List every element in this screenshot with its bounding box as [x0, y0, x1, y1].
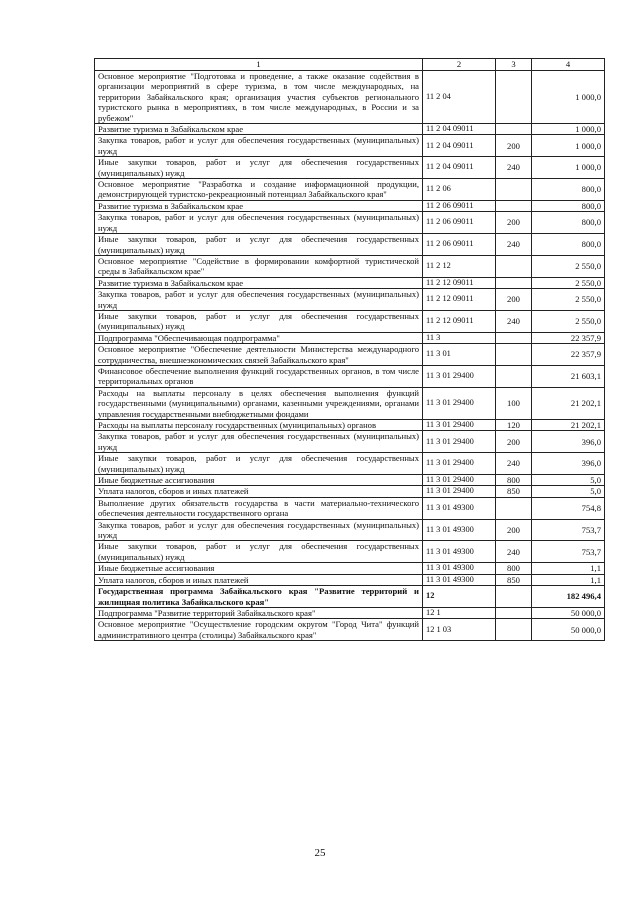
row-description: Подпрограмма "Развитие территорий Забайкальского края" [95, 607, 423, 618]
row-expense-type [496, 586, 532, 608]
row-amount: 1 000,0 [532, 135, 605, 157]
budget-table [94, 58, 605, 641]
row-code: 11 3 01 49300 [423, 563, 496, 574]
table-row [95, 179, 605, 201]
row-code: 11 3 01 29400 [423, 431, 496, 453]
row-expense-type [496, 255, 532, 277]
row-code: 11 2 12 [423, 255, 496, 277]
header-col-1: 1 [95, 59, 423, 71]
table-row [95, 135, 605, 157]
row-expense-type: 200 [496, 289, 532, 311]
row-expense-type: 850 [496, 486, 532, 497]
row-amount: 396,0 [532, 453, 605, 475]
row-description: Расходы на выплаты персоналу государственных (муниципальных) органов [95, 420, 423, 431]
row-code: 11 2 04 09011 [423, 124, 496, 135]
table-row [95, 563, 605, 574]
table-row [95, 586, 605, 608]
row-amount: 5,0 [532, 486, 605, 497]
row-code: 11 3 01 [423, 344, 496, 366]
row-code: 11 2 12 09011 [423, 289, 496, 311]
row-amount: 754,8 [532, 497, 605, 519]
table-row [95, 71, 605, 124]
table-row [95, 607, 605, 618]
row-expense-type [496, 365, 532, 387]
row-amount: 753,7 [532, 541, 605, 563]
table-row [95, 387, 605, 419]
row-description: Закупка товаров, работ и услуг для обеспечения государственных (муниципальных) нужд [95, 212, 423, 234]
row-description: Основное мероприятие "Подготовка и проведение, а также оказание содействия в организации мероприятий в сфере туризма, в том числе международных, на территории Забайкальского края; организация участия субъектов регионального туристского рынка в мероприятиях, в том числе международных, в России и за рубежом" [95, 71, 423, 124]
table-row [95, 124, 605, 135]
row-amount: 182 496,4 [532, 586, 605, 608]
table-row [95, 574, 605, 585]
row-description: Уплата налогов, сборов и иных платежей [95, 574, 423, 585]
row-description: Развитие туризма в Забайкальском крае [95, 277, 423, 288]
row-code: 11 2 04 [423, 71, 496, 124]
row-amount: 2 550,0 [532, 255, 605, 277]
row-code: 11 3 01 49300 [423, 541, 496, 563]
row-code: 12 [423, 586, 496, 608]
table-row [95, 519, 605, 541]
row-amount: 800,0 [532, 212, 605, 234]
row-description: Расходы на выплаты персоналу в целях обеспечения выполнения функций государственными (муниципальными) органами, казенными учреждениями, органами управления государственными внебюджетными фондами [95, 387, 423, 419]
table-row [95, 365, 605, 387]
row-expense-type [496, 179, 532, 201]
table-row [95, 157, 605, 179]
table-row [95, 289, 605, 311]
row-description: Основное мероприятие "Содействие в формировании комфортной туристической среды в Забайкальском крае" [95, 255, 423, 277]
table-row [95, 497, 605, 519]
row-expense-type [496, 607, 532, 618]
row-description: Закупка товаров, работ и услуг для обеспечения государственных (муниципальных) нужд [95, 289, 423, 311]
row-code: 11 3 01 29400 [423, 387, 496, 419]
table-row [95, 344, 605, 366]
row-expense-type [496, 332, 532, 343]
table-row [95, 277, 605, 288]
row-amount: 50 000,0 [532, 607, 605, 618]
row-expense-type: 240 [496, 157, 532, 179]
row-amount: 2 550,0 [532, 289, 605, 311]
table-row [95, 431, 605, 453]
row-amount: 5,0 [532, 475, 605, 486]
row-code: 11 2 06 09011 [423, 212, 496, 234]
row-description: Финансовое обеспечение выполнения функций государственных органов, в том числе территориальных органов [95, 365, 423, 387]
row-expense-type: 200 [496, 431, 532, 453]
row-amount: 2 550,0 [532, 310, 605, 332]
row-amount: 800,0 [532, 179, 605, 201]
table-row [95, 541, 605, 563]
header-col-4: 4 [532, 59, 605, 71]
row-amount: 21 202,1 [532, 420, 605, 431]
row-amount: 753,7 [532, 519, 605, 541]
row-description: Иные закупки товаров, работ и услуг для обеспечения государственных (муниципальных) нужд [95, 234, 423, 256]
row-code: 12 1 [423, 607, 496, 618]
row-description: Закупка товаров, работ и услуг для обеспечения государственных (муниципальных) нужд [95, 519, 423, 541]
row-code: 12 1 03 [423, 619, 496, 641]
row-code: 11 3 01 29400 [423, 486, 496, 497]
row-code: 11 2 12 09011 [423, 310, 496, 332]
row-expense-type [496, 200, 532, 211]
row-amount: 1,1 [532, 563, 605, 574]
table-header-row [95, 59, 605, 71]
row-expense-type [496, 71, 532, 124]
row-code: 11 3 01 29400 [423, 475, 496, 486]
row-code: 11 3 01 29400 [423, 365, 496, 387]
row-expense-type [496, 124, 532, 135]
table-row [95, 475, 605, 486]
row-amount: 800,0 [532, 200, 605, 211]
row-amount: 1 000,0 [532, 157, 605, 179]
table-body [95, 71, 605, 641]
row-code: 11 3 01 49300 [423, 574, 496, 585]
table-row [95, 234, 605, 256]
row-description: Основное мероприятие "Обеспечение деятельности Министерства международного сотрудничества, внешнеэкономических связей Забайкальского края" [95, 344, 423, 366]
row-code: 11 3 01 49300 [423, 497, 496, 519]
row-expense-type: 200 [496, 135, 532, 157]
row-code: 11 2 06 09011 [423, 200, 496, 211]
row-expense-type: 800 [496, 563, 532, 574]
row-description: Государственная программа Забайкальского края "Развитие территорий и жилищная политика Забайкальского края" [95, 586, 423, 608]
row-description: Основное мероприятие "Осуществление городским округом "Город Чита" функций административного центра (столицы) Забайкальского края" [95, 619, 423, 641]
row-code: 11 2 04 09011 [423, 157, 496, 179]
row-expense-type: 100 [496, 387, 532, 419]
header-col-2: 2 [423, 59, 496, 71]
table-row [95, 453, 605, 475]
row-code: 11 2 04 09011 [423, 135, 496, 157]
table-row [95, 619, 605, 641]
table-row [95, 255, 605, 277]
row-expense-type: 200 [496, 212, 532, 234]
row-expense-type: 240 [496, 234, 532, 256]
row-description: Подпрограмма "Обеспечивающая подпрограмма" [95, 332, 423, 343]
page-number: 25 [314, 847, 326, 859]
row-description: Развитие туризма в Забайкальском крае [95, 124, 423, 135]
row-amount: 1 000,0 [532, 71, 605, 124]
row-amount: 1,1 [532, 574, 605, 585]
row-amount: 50 000,0 [532, 619, 605, 641]
row-expense-type: 120 [496, 420, 532, 431]
row-description: Развитие туризма в Забайкальском крае [95, 200, 423, 211]
table-row [95, 420, 605, 431]
row-code: 11 2 06 [423, 179, 496, 201]
row-amount: 2 550,0 [532, 277, 605, 288]
row-amount: 21 202,1 [532, 387, 605, 419]
row-description: Иные бюджетные ассигнования [95, 563, 423, 574]
row-code: 11 2 06 09011 [423, 234, 496, 256]
table-row [95, 212, 605, 234]
table-row [95, 200, 605, 211]
table-row [95, 332, 605, 343]
row-amount: 800,0 [532, 234, 605, 256]
row-amount: 21 603,1 [532, 365, 605, 387]
row-description: Уплата налогов, сборов и иных платежей [95, 486, 423, 497]
row-description: Иные закупки товаров, работ и услуг для обеспечения государственных (муниципальных) нужд [95, 310, 423, 332]
table-row [95, 310, 605, 332]
row-expense-type [496, 497, 532, 519]
row-code: 11 3 [423, 332, 496, 343]
row-description: Закупка товаров, работ и услуг для обеспечения государственных (муниципальных) нужд [95, 135, 423, 157]
row-description: Иные закупки товаров, работ и услуг для обеспечения государственных (муниципальных) нужд [95, 157, 423, 179]
row-description: Выполнение других обязательств государства в части материально-технического обеспечения деятельности государственного органа [95, 497, 423, 519]
row-description: Закупка товаров, работ и услуг для обеспечения государственных (муниципальных) нужд [95, 431, 423, 453]
row-expense-type: 240 [496, 310, 532, 332]
row-description: Иные закупки товаров, работ и услуг для обеспечения государственных (муниципальных) нужд [95, 453, 423, 475]
row-amount: 22 357,9 [532, 344, 605, 366]
row-description: Иные бюджетные ассигнования [95, 475, 423, 486]
row-description: Иные закупки товаров, работ и услуг для обеспечения государственных (муниципальных) нужд [95, 541, 423, 563]
row-code: 11 3 01 29400 [423, 453, 496, 475]
table-row [95, 486, 605, 497]
row-description: Основное мероприятие "Разработка и создание информационной продукции, демонстрирующей туристско-рекреационный потенциал Забайкальского края" [95, 179, 423, 201]
row-expense-type [496, 277, 532, 288]
row-expense-type [496, 344, 532, 366]
row-code: 11 2 12 09011 [423, 277, 496, 288]
header-col-3: 3 [496, 59, 532, 71]
row-expense-type: 200 [496, 519, 532, 541]
row-expense-type: 800 [496, 475, 532, 486]
row-expense-type: 850 [496, 574, 532, 585]
row-amount: 396,0 [532, 431, 605, 453]
row-expense-type: 240 [496, 453, 532, 475]
row-code: 11 3 01 49300 [423, 519, 496, 541]
row-code: 11 3 01 29400 [423, 420, 496, 431]
row-expense-type [496, 619, 532, 641]
row-amount: 22 357,9 [532, 332, 605, 343]
row-amount: 1 000,0 [532, 124, 605, 135]
row-expense-type: 240 [496, 541, 532, 563]
